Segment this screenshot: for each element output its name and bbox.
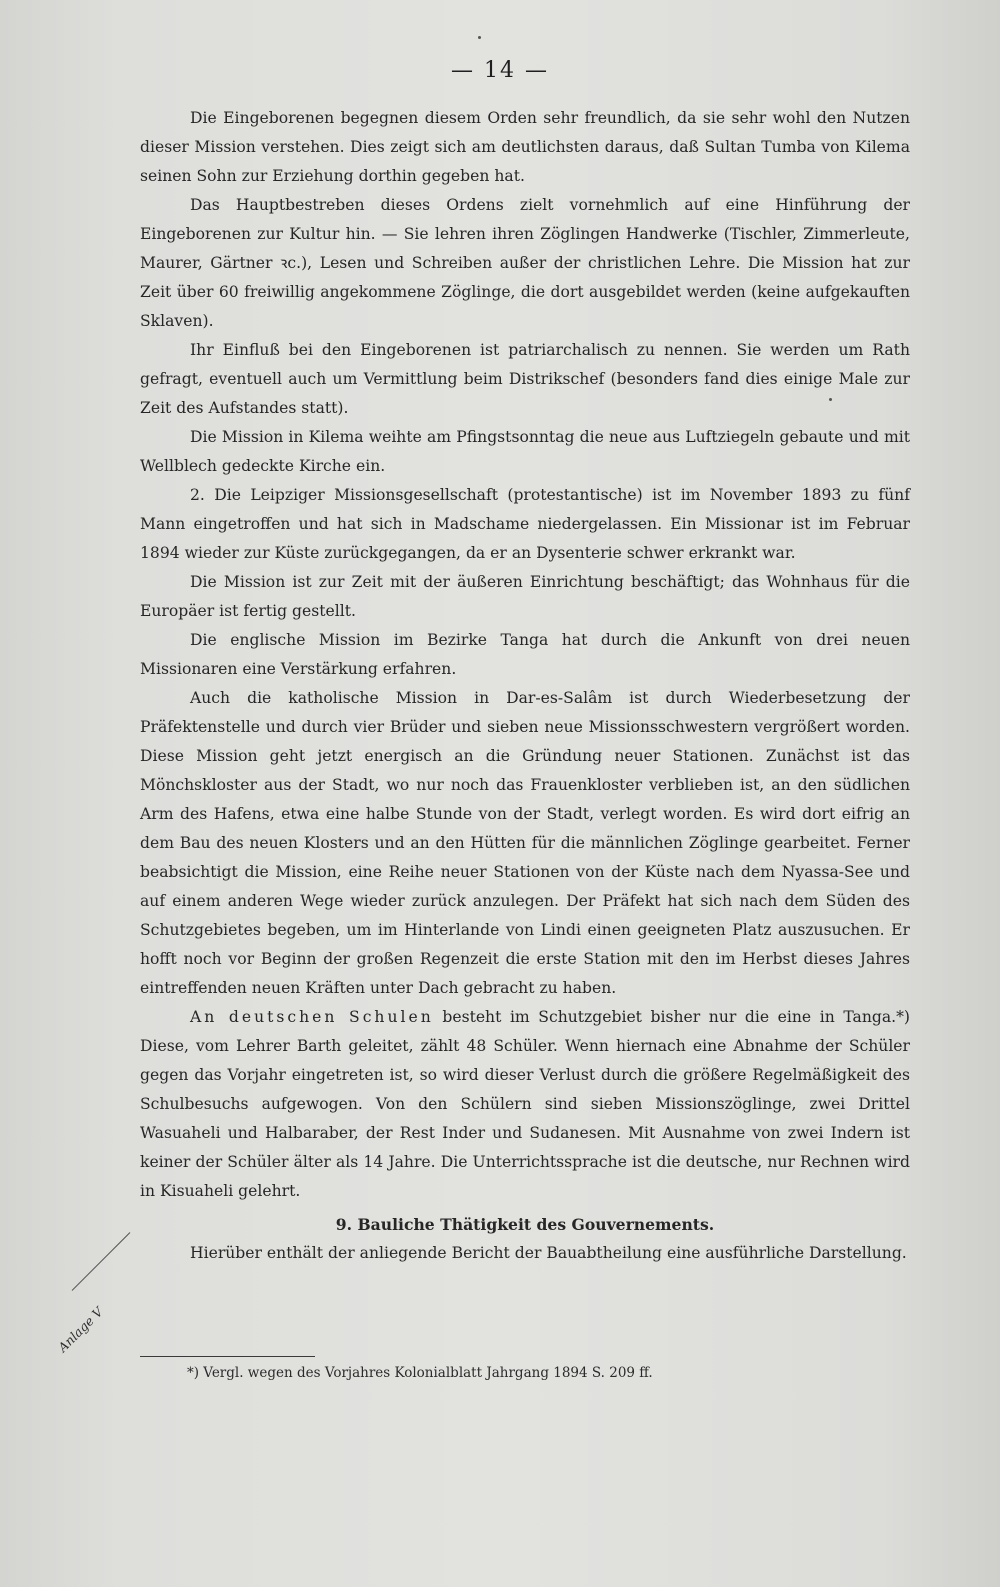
paragraph-bauabtheilung: Hierüber enthält der anliegende Bericht der Bauabtheilung eine ausführliche Darstellung.: [190, 1244, 907, 1262]
paragraph-einrichtung: Die Mission ist zur Zeit mit der äußeren Einrichtung beschäftigt; das Wohnhaus für die Europäer ist fertig gestellt.: [140, 573, 910, 620]
print-speck: [478, 36, 481, 39]
paragraph-hauptbestreben: Das Hauptbestreben dieses Ordens zielt vornehmlich auf eine Hinführung der Eingeborenen zur Kultur hin. — Sie lehren ihren Zöglingen Handwerke (Tischler, Zimmerleute, Maurer, Gärtner ꝛc.), Lesen und Schreiben außer der christlichen Lehre. Die Mission hat zur Zeit über 60 freiwillig angekommene Zöglinge, die dort ausgebildet werden (keine aufgekauften Sklaven).: [140, 196, 910, 330]
paragraph-leipziger-mission: 2. Die Leipziger Missionsgesellschaft (protestantische) ist im November 1893 zu fünf Mann eingetroffen und hat sich in Madschame niedergelassen. Ein Missionar ist im Februar 1894 wieder zur Küste zurückgegangen, da er an Dysenterie schwer erkrankt war.: [140, 486, 910, 562]
print-speck: [829, 398, 832, 401]
section-heading: 9. Bauliche Thätigkeit des Gouvernements.: [335, 1215, 715, 1234]
paragraph-katholische-mission: Auch die katholische Mission in Dar-es-Salâm ist durch Wiederbesetzung der Präfektenstelle und durch vier Brüder und sieben neue Missionsschwestern vergrößert worden. Diese Mission geht jetzt energisch an die Gründung neuer Stationen. Zunächst ist das Mönchskloster aus der Stadt, wo nur noch das Frauenkloster verblieben ist, an den südlichen Arm des Hafens, etwa eine halbe Stunde von der Stadt, verlegt worden. Es wird dort eifrig an dem Bau des neuen Klosters und an den Hütten für die männlichen Zöglinge gearbeitet. Ferner beabsichtigt die Mission, eine Reihe neuer Stationen von der Küste nach dem Nyassa-See und auf einem anderen Wege wieder zurück anzulegen. Der Präfekt hat sich nach dem Süden des Schutzgebietes begeben, um im Hinterlande von Lindi einen geeigneten Platz auszusuchen. Er hofft noch vor Beginn der großen Regenzeit die erste Station mit den im Herbst dieses Jahres eintreffenden neuen Kräften unter Dach gebracht zu haben.: [140, 689, 910, 997]
schools-spaced-lead: An deutschen Schulen: [190, 1008, 434, 1026]
paragraph-schulen: [140, 1003, 910, 1206]
body-text: [140, 104, 910, 1268]
margin-annotation-line: [72, 1232, 131, 1291]
footnote: *) Vergl. wegen des Vorjahres Kolonialblatt Jahrgang 1894 S. 209 ff.: [187, 1365, 653, 1381]
paragraph-englische-mission: Die englische Mission im Bezirke Tanga hat durch die Ankunft von drei neuen Missionaren eine Verstärkung erfahren.: [140, 631, 910, 678]
paragraph-einfluss: Ihr Einfluß bei den Eingeborenen ist patriarchalisch zu nennen. Sie werden um Rath gefragt, eventuell auch um Vermittlung beim Distrikschef (besonders fand dies einige Male zur Zeit des Aufstandes statt).: [140, 341, 910, 417]
footnote-divider: [140, 1356, 315, 1357]
paragraph-orden-freundlich: Die Eingeborenen begegnen diesem Orden sehr freundlich, da sie sehr wohl den Nutzen dieser Mission verstehen. Dies zeigt sich am deutlichsten daraus, daß Sultan Tumba von Kilema seinen Sohn zur Erziehung dorthin gegeben hat.: [140, 109, 910, 185]
margin-annotation: Anlage V: [55, 1304, 106, 1355]
schools-text: besteht im Schutzgebiet bisher nur die eine in Tanga.*) Diese, vom Lehrer Barth geleitet, zählt 48 Schüler. Wenn hiernach eine Abnahme der Schüler gegen das Vorjahr eingetreten ist, so wird dieser Verlust durch die größere Regelmäßigkeit des Schulbesuchs aufgewogen. Von den Schülern sind sieben Missionszöglinge, zwei Drittel Wasuaheli und Halbaraber, der Rest Inder und Sudanesen. Mit Ausnahme von zwei Indern ist keiner der Schüler älter als 14 Jahre. Die Unterrichtssprache ist die deutsche, nur Rechnen wird in Kisuaheli gelehrt.: [140, 1008, 910, 1200]
paragraph-kirche-kilema: Die Mission in Kilema weihte am Pfingstsonntag die neue aus Luftziegeln gebaute und mit Wellblech gedeckte Kirche ein.: [140, 428, 910, 475]
page-number: — 14 —: [451, 58, 549, 83]
